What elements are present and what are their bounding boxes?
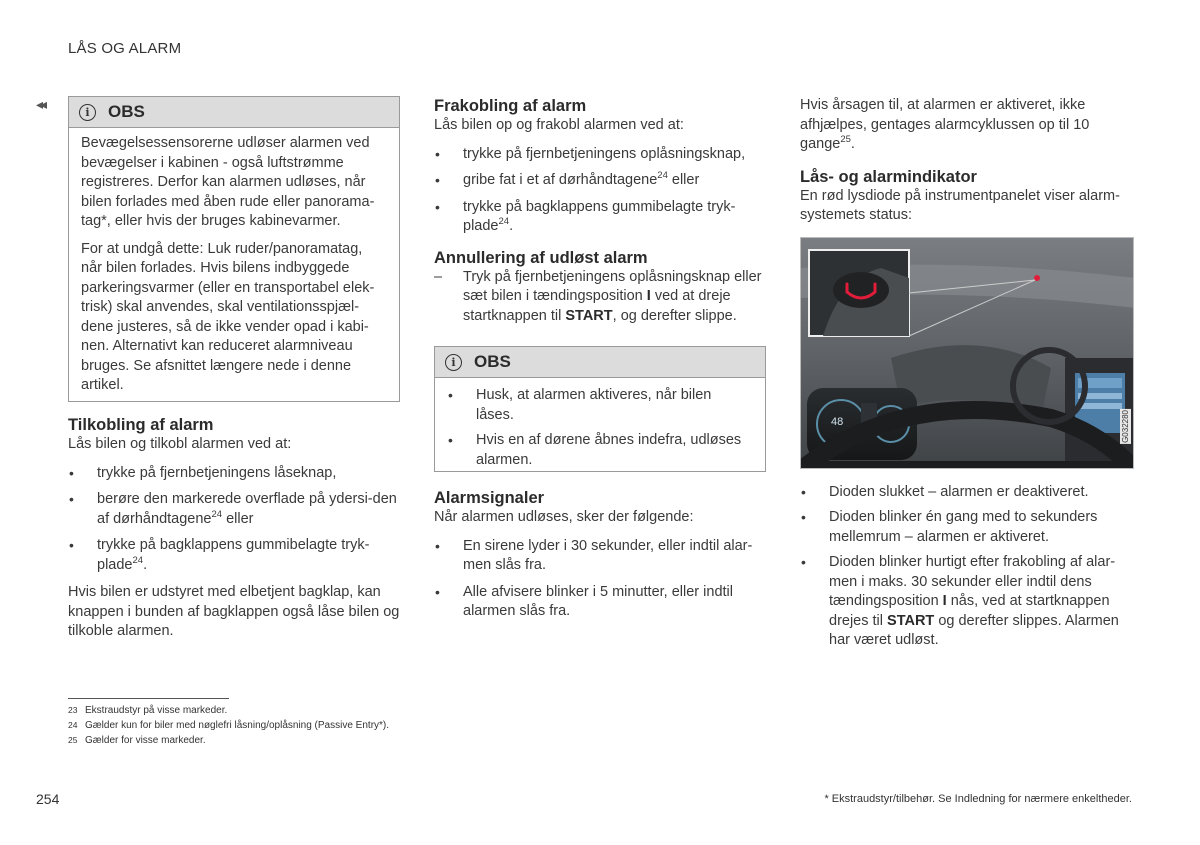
column-1 bbox=[68, 96, 400, 642]
note-header bbox=[69, 97, 399, 128]
note-header bbox=[435, 347, 765, 378]
list-item bbox=[68, 536, 400, 575]
list-item bbox=[434, 537, 766, 576]
note-box-alarm bbox=[434, 346, 766, 472]
footnote-number: 23 bbox=[68, 705, 78, 715]
list-item-text: Husk, at alarmen aktiveres, når bilen låses. bbox=[476, 387, 712, 423]
note-paragraph: Bevægelsessensorerne udløser alarmen ved bevægelser i kabinen - også luftstrømme registreres. Derfor kan alarmen udløses, når bilen forlades med åben rude eller panorama-tag*, eller hvis der bruges kabinevarmer. bbox=[81, 135, 375, 229]
list-item-text: Dioden blinker hurtigt efter frakobling af alar-men i maks. 30 sekunder eller indtil dens tændingsposition bbox=[829, 554, 1116, 609]
start-label: START bbox=[565, 307, 613, 324]
dashboard-image bbox=[801, 238, 1134, 469]
page-number: 254 bbox=[36, 791, 60, 807]
list-item-text: trykke på fjernbetjeningens låseknap, bbox=[97, 464, 337, 481]
column-3 bbox=[800, 96, 1134, 651]
list-item-text: . bbox=[143, 556, 148, 573]
gauge-readout: 48 bbox=[831, 415, 844, 428]
arming-list bbox=[68, 464, 400, 576]
note-heading: OBS bbox=[474, 352, 511, 371]
list-item-text: . bbox=[509, 218, 514, 234]
signals-list bbox=[434, 537, 766, 622]
footnote-ref[interactable]: 24 bbox=[132, 554, 144, 566]
footnote-ref[interactable]: 24 bbox=[498, 216, 510, 228]
list-item bbox=[68, 464, 400, 484]
paragraph-text: . bbox=[850, 136, 855, 152]
list-item-text: eller bbox=[222, 510, 254, 527]
disarming-intro: Lås bilen op og frakobl alarmen ved at: bbox=[434, 117, 684, 133]
ignition-position: I bbox=[942, 593, 947, 609]
footnotes bbox=[68, 703, 389, 748]
list-item bbox=[800, 483, 1134, 503]
footnote-number: 24 bbox=[68, 720, 78, 730]
step-text: , og derefter slippe. bbox=[612, 307, 737, 324]
list-item-text: Hvis en af dørene åbnes indefra, udløses alarmen. bbox=[476, 432, 742, 468]
heading-cancel: Annullering af udløst alarm bbox=[434, 248, 648, 267]
arming-outro: Hvis bilen er udstyret med elbetjent bagklap, kan knappen i bunden af bagklappen også låse bilen og tilkoble alarmen. bbox=[68, 584, 400, 639]
list-item-text: trykke på bagklappens gummibelagte tryk-plade bbox=[97, 537, 370, 573]
section-title: LÅS OG ALARM bbox=[68, 40, 182, 57]
dashboard-illustration bbox=[800, 237, 1134, 469]
list-item bbox=[447, 431, 753, 470]
indicator-intro: En rød lysdiode på instrumentpanelet viser alarm-systemets status: bbox=[800, 187, 1120, 223]
list-item bbox=[434, 171, 766, 191]
repeat-cycle-text bbox=[800, 96, 1134, 155]
start-label: START bbox=[887, 612, 935, 629]
list-item bbox=[434, 583, 766, 622]
footnote-text: Ekstraudstyr på visse markeder. bbox=[85, 705, 228, 716]
list-item bbox=[434, 198, 766, 237]
heading-signals: Alarmsignaler bbox=[434, 489, 545, 507]
list-item-text: trykke på bagklappens gummibelagte tryk-plade bbox=[463, 198, 736, 234]
footnote bbox=[68, 718, 389, 733]
footnote-ref[interactable]: 24 bbox=[211, 508, 223, 520]
list-item-text: nås, ved at startknappen drejes til bbox=[829, 593, 1110, 629]
list-item bbox=[447, 386, 753, 425]
paragraph-text: Hvis årsagen til, at alarmen er aktiveret, ikke afhjælpes, gentages alarmcyklussen op til 10 gange bbox=[800, 97, 1090, 152]
list-item-text: trykke på fjernbetjeningens oplåsningsknap, bbox=[463, 145, 746, 162]
step-text: ved at dreje startknappen til bbox=[463, 288, 731, 324]
step-text: Tryk på fjernbetjeningens oplåsningsknap eller sæt bilen i tændingsposition bbox=[463, 268, 762, 304]
list-item-text: og derefter slippes. Alarmen har været udløst. bbox=[829, 612, 1119, 648]
note-body bbox=[69, 128, 399, 405]
list-item-text: berøre den markerede overflade på ydersi-den af dørhåndtagene bbox=[97, 491, 397, 527]
list-item bbox=[800, 508, 1134, 547]
list-item bbox=[800, 553, 1134, 651]
footnote-text: Gælder kun for biler med nøglefri låsning/oplåsning (Passive Entry*). bbox=[85, 720, 390, 731]
note-box-motion-sensors bbox=[68, 96, 400, 402]
note-list bbox=[447, 386, 753, 470]
footnote-number: 25 bbox=[68, 735, 78, 745]
footnote bbox=[68, 733, 389, 748]
list-item-text: Dioden slukket – alarmen er deaktiveret. bbox=[829, 483, 1089, 500]
heading-disarming: Frakobling af alarm bbox=[434, 97, 587, 115]
list-item-text: Alle afvisere blinker i 5 minutter, eller indtil alarmen slås fra. bbox=[463, 583, 733, 619]
note-heading: OBS bbox=[108, 102, 145, 121]
footnote-ref[interactable]: 24 bbox=[657, 170, 668, 182]
cancel-steps bbox=[434, 268, 766, 327]
figure-code: G032280 bbox=[1121, 409, 1130, 443]
heading-arming: Tilkobling af alarm bbox=[68, 416, 214, 434]
list-item-text: gribe fat i et af dørhåndtagene bbox=[463, 172, 658, 188]
list-item-text: En sirene lyder i 30 sekunder, eller indtil alar-men slås fra. bbox=[463, 537, 753, 573]
back-arrows-icon[interactable]: ◂◂ bbox=[36, 96, 45, 112]
footnote-ref[interactable]: 25 bbox=[840, 134, 851, 146]
list-item bbox=[68, 490, 400, 529]
list-item bbox=[434, 145, 766, 165]
heading-indicator: Lås- og alarmindikator bbox=[800, 167, 977, 186]
column-2 bbox=[434, 96, 766, 622]
indicator-list bbox=[800, 483, 1134, 651]
step-item bbox=[434, 268, 766, 327]
info-icon: i bbox=[79, 104, 96, 121]
ignition-position: I bbox=[646, 288, 651, 304]
accessory-note: * Ekstraudstyr/tilbehør. Se Indledning for nærmere enkeltheder. bbox=[824, 793, 1132, 805]
note-paragraph: For at undgå dette: Luk ruder/panoramatag, når bilen forlades. Hvis bilens indbyggede parkeringsvarmer (eller en transportabel elek-trisk) skal anvendes, skal ventilationsspjæl-dene justeres, så de ikke vender opad i kabi-nen. Alternativt kan reduceret alarmniveau bruges. Se afsnittet længere nede i denne artikel. bbox=[81, 240, 375, 393]
footnote-text: Gælder for visse markeder. bbox=[85, 735, 206, 746]
signals-intro: Når alarmen udløses, sker der følgende: bbox=[434, 509, 694, 525]
footnote-divider bbox=[68, 698, 229, 699]
list-item-text: eller bbox=[667, 172, 700, 188]
arming-intro: Lås bilen og tilkobl alarmen ved at: bbox=[68, 436, 292, 452]
footnote bbox=[68, 703, 389, 718]
note-body bbox=[435, 378, 765, 479]
disarming-list bbox=[434, 145, 766, 237]
list-item-text: Dioden blinker én gang med to sekunders mellemrum – alarmen er aktiveret. bbox=[829, 509, 1098, 545]
info-icon: i bbox=[445, 354, 462, 371]
